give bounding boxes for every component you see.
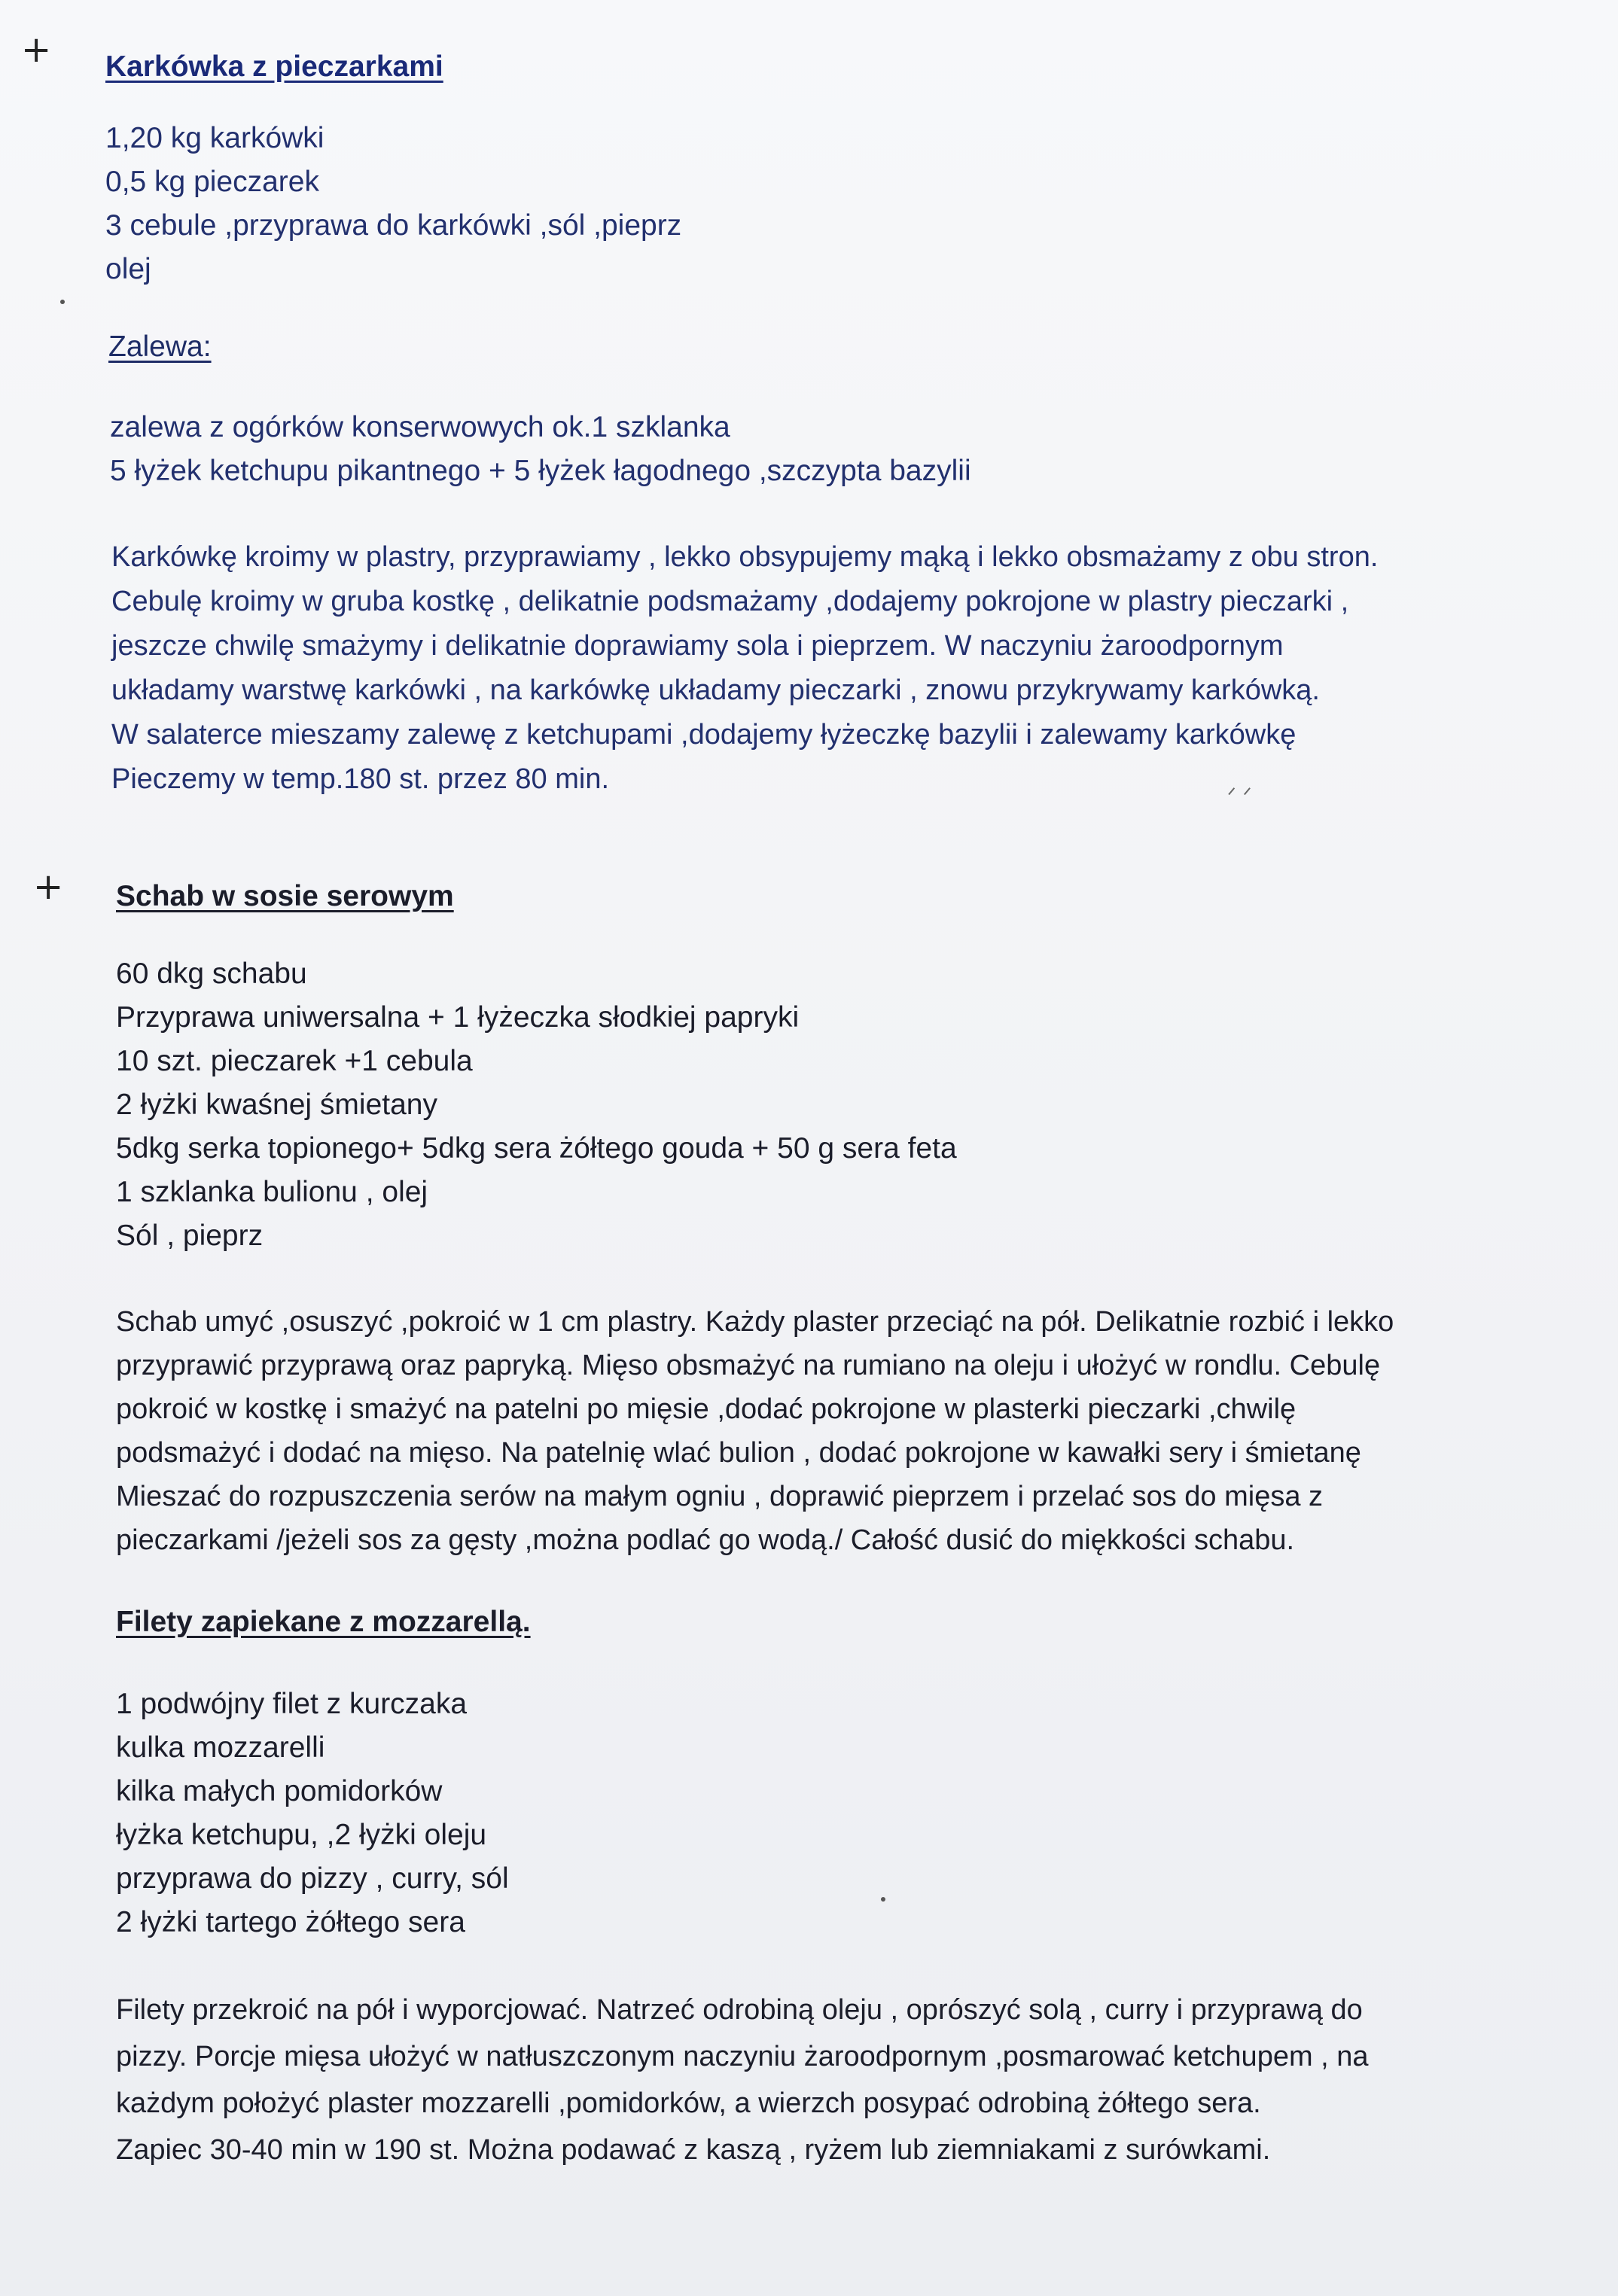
- method-line: Cebulę kroimy w gruba kostkę , delikatnie podsmażamy ,dodajemy pokrojone w plastry pieczarki ,: [111, 585, 1349, 617]
- method-line: pizzy. Porcje mięsa ułożyć w natłuszczonym naczyniu żaroodpornym ,posmarować ketchupem , na: [116, 2040, 1369, 2072]
- ingredient-item: 1,20 kg karkówki: [105, 121, 325, 154]
- method-line: Pieczemy w temp.180 st. przez 80 min.: [111, 763, 610, 795]
- method-line: Karkówkę kroimy w plastry, przyprawiamy , lekko obsypujemy mąką i lekko obsmażamy z obu stron.: [111, 541, 1379, 573]
- method-paragraph: [116, 1300, 1618, 1562]
- ingredient-item: kilka małych pomidorków: [116, 1774, 443, 1807]
- ingredient-item: łyżka ketchupu, ,2 łyżki oleju: [116, 1818, 487, 1851]
- ingredient-item: 60 dkg schabu: [116, 957, 307, 990]
- ingredient-item: kulka mozzarelli: [116, 1731, 325, 1764]
- method-line: podsmażyć i dodać na mięso. Na patelnię wlać bulion , dodać pokrojone w kawałki sery i śmietanę: [116, 1436, 1361, 1469]
- method-line: Zapiec 30-40 min w 190 st. Można podawać z kaszą , ryżem lub ziemniakami z surówkami.: [116, 2133, 1271, 2166]
- method-line: Schab umyć ,osuszyć ,pokroić w 1 cm plastry. Każdy plaster przeciąć na pół. Delikatnie rozbić i lekko: [116, 1305, 1394, 1338]
- sauce-item: zalewa z ogórków konserwowych ok.1 szklanka: [110, 410, 730, 443]
- ink-speck: [60, 300, 65, 304]
- ingredient-item: 2 łyżki tartego żółtego sera: [116, 1905, 465, 1938]
- sauce-item: 5 łyżek ketchupu pikantnego + 5 łyżek łagodnego ,szczypta bazylii: [110, 454, 971, 487]
- method-paragraph: [116, 1987, 1618, 2173]
- ingredient-item: 1 szklanka bulionu , olej: [116, 1175, 428, 1208]
- method-line: układamy warstwę karkówki , na karkówkę układamy pieczarki , znowu przykrywamy karkówką.: [111, 674, 1320, 706]
- method-line: Filety przekroić na pół i wyporcjować. Natrzeć odrobiną oleju , oprószyć solą , curry i przyprawą do: [116, 1993, 1363, 2026]
- ingredient-item: Przyprawa uniwersalna + 1 łyżeczka słodkiej papryki: [116, 1000, 800, 1034]
- method-line: pieczarkami /jeżeli sos za gęsty ,można podlać go wodą./ Całość dusić do miękkości schabu.: [116, 1524, 1295, 1556]
- recipe-schab: [116, 879, 1618, 1562]
- ingredient-item: 0,5 kg pieczarek: [105, 165, 319, 198]
- sauce-list: [110, 406, 1611, 493]
- ingredient-list: [105, 117, 1611, 291]
- ingredient-item: 2 łyżki kwaśnej śmietany: [116, 1088, 437, 1121]
- ingredient-item: Sól , pieprz: [116, 1219, 264, 1252]
- ingredient-list: [116, 952, 1618, 1258]
- method-line: pokroić w kostkę i smażyć na patelni po mięsie ,dodać pokrojone w plasterki pieczarki ,chwilę: [116, 1393, 1297, 1425]
- ingredient-list: [116, 1682, 1618, 1944]
- ingredient-item: przyprawa do pizzy , curry, sól: [116, 1862, 509, 1895]
- method-paragraph: [111, 535, 1611, 802]
- method-line: Mieszać do rozpuszczenia serów na małym ogniu , doprawić pieprzem i przelać sos do mięsa z: [116, 1480, 1324, 1512]
- cross-mark-1: +: [21, 29, 52, 71]
- recipe-title: Karkówka z pieczarkami: [105, 50, 443, 83]
- method-line: każdym położyć plaster mozzarelli ,pomidorków, a wierzch posypać odrobiną żółtego sera.: [116, 2087, 1261, 2119]
- ingredient-item: 10 szt. pieczarek +1 cebula: [116, 1044, 473, 1077]
- method-line: W salaterce mieszamy zalewę z ketchupami ,dodajemy łyżeczkę bazylii i zalewamy karkówkę: [111, 718, 1297, 751]
- cross-mark-2: +: [33, 866, 64, 908]
- sauce-title: Zalewa:: [108, 330, 212, 363]
- ingredient-item: 1 podwójny filet z kurczaka: [116, 1687, 468, 1720]
- ingredient-item: 3 cebule ,przyprawa do karkówki ,sól ,pieprz: [105, 209, 682, 242]
- ingredient-item: 5dkg serka topionego+ 5dkg sera żółtego gouda + 50 g sera feta: [116, 1131, 957, 1165]
- recipe-title: Schab w sosie serowym: [116, 880, 454, 912]
- recipe-title: Filety zapiekane z mozzarellą.: [116, 1606, 531, 1638]
- ingredient-item: olej: [105, 252, 151, 285]
- recipe-karkowka: [105, 50, 1611, 802]
- pen-scribble: ᐟ ᐟ: [1227, 783, 1252, 808]
- method-line: przyprawić przyprawą oraz papryką. Mięso obsmażyć na rumiano na oleju i ułożyć w rondlu. Cebulę: [116, 1349, 1381, 1381]
- method-line: jeszcze chwilę smażymy i delikatnie doprawiamy sola i pieprzem. W naczyniu żaroodpornym: [111, 629, 1284, 662]
- recipe-filety: [116, 1605, 1618, 2173]
